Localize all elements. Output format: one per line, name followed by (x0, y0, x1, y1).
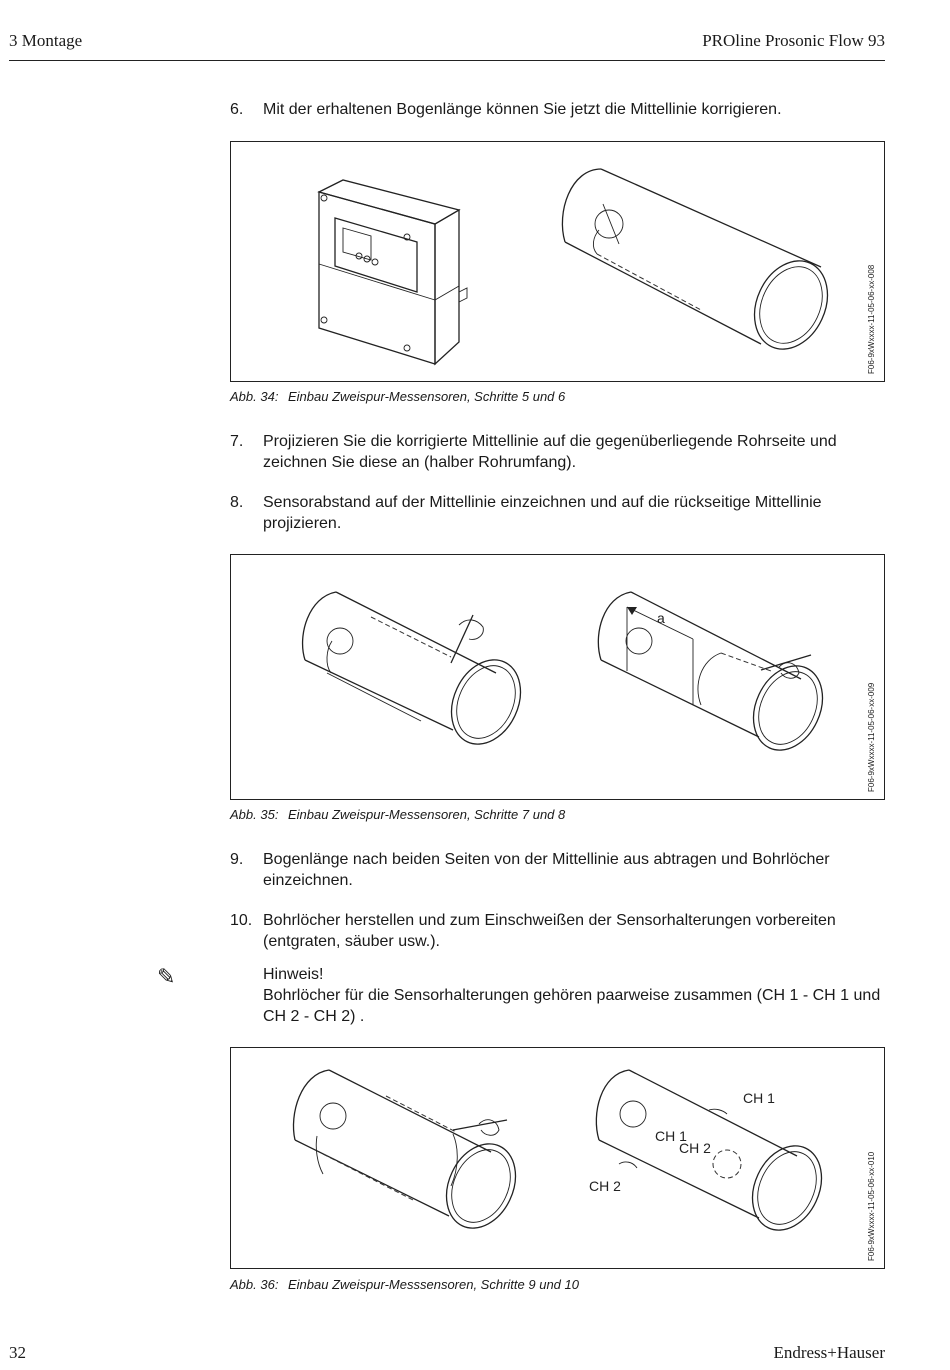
brand-name: Endress+Hauser (773, 1343, 885, 1362)
distance-label-a: a (657, 610, 665, 626)
step-text: Sensorabstand auf der Mittellinie einzeichnen und auf die rückseitige Mittellinie projizieren. (263, 494, 822, 532)
figure-id: F06-9xWxxxx-11-05-06-xx-009 (867, 682, 876, 792)
pipe-left-drawing (293, 1070, 528, 1239)
figure-36-caption (230, 1277, 579, 1292)
figure-34 (230, 141, 885, 382)
chapter-title: 3 Montage (9, 31, 83, 50)
caption-label: Abb. 35: (230, 807, 279, 822)
pipe-right-drawing (589, 1070, 835, 1241)
step-text: Mit der erhaltenen Bogenlänge können Sie jetzt die Mittellinie korrigieren. (263, 101, 782, 118)
step-number: 10. (230, 912, 253, 929)
header-rule (9, 60, 885, 61)
product-title: PROline Prosonic Flow 93 (702, 31, 885, 50)
ch1-top-label: CH 1 (743, 1090, 775, 1106)
transmitter-housing-drawing (319, 180, 467, 364)
figure-35-caption (230, 807, 565, 822)
step-number: 8. (230, 494, 244, 511)
ch2-mid-label: CH 2 (679, 1140, 711, 1156)
caption-text: Einbau Zweispur-Messensoren, Schritte 7 und 8 (288, 807, 566, 822)
step-text: Bogenlänge nach beiden Seiten von der Mittellinie aus abtragen und Bohrlöcher einzeichnen. (263, 851, 830, 889)
ch2-bottom-label: CH 2 (589, 1178, 621, 1194)
note-text: Bohrlöcher für die Sensorhalterungen gehören paarweise zusammen (CH 1 - CH 1 und CH 2 - CH 2) . (263, 987, 881, 1025)
step-number: 7. (230, 433, 244, 450)
pipe-right-drawing (598, 592, 835, 761)
figure-36 (230, 1047, 885, 1269)
page-number: 32 (9, 1343, 26, 1362)
figure-34-caption (230, 389, 565, 404)
pipe-left-drawing (303, 592, 534, 755)
step-text: Bohrlöcher herstellen und zum Einschweißen der Sensorhalterungen vorbereiten (entgraten, säuber usw.). (263, 912, 836, 950)
figure-35 (230, 554, 885, 800)
pipe-drawing (562, 169, 841, 361)
caption-text: Einbau Zweispur-Messsensoren, Schritte 9 und 10 (288, 1277, 579, 1292)
figure-id: F06-9xWxxxx-11-05-06-xx-008 (867, 264, 876, 374)
step-number: 9. (230, 851, 244, 868)
figure-34-drawing (231, 142, 886, 383)
note-title: Hinweis! (263, 966, 324, 983)
figure-35-drawing (231, 555, 886, 801)
step-number: 6. (230, 101, 244, 118)
pencil-icon: ✎ (157, 964, 176, 989)
caption-label: Abb. 36: (230, 1277, 279, 1292)
ch1-mid-label: CH 1 (655, 1128, 687, 1144)
figure-id: F06-9xWxxxx-11-05-06-xx-010 (867, 1151, 876, 1261)
caption-label: Abb. 34: (230, 389, 279, 404)
figure-36-drawing (231, 1048, 886, 1270)
step-text: Projizieren Sie die korrigierte Mittellinie auf die gegenüberliegende Rohrseite und zeichnen Sie diese an (halber Rohrumfang). (263, 433, 837, 471)
caption-text: Einbau Zweispur-Messensoren, Schritte 5 und 6 (288, 389, 566, 404)
